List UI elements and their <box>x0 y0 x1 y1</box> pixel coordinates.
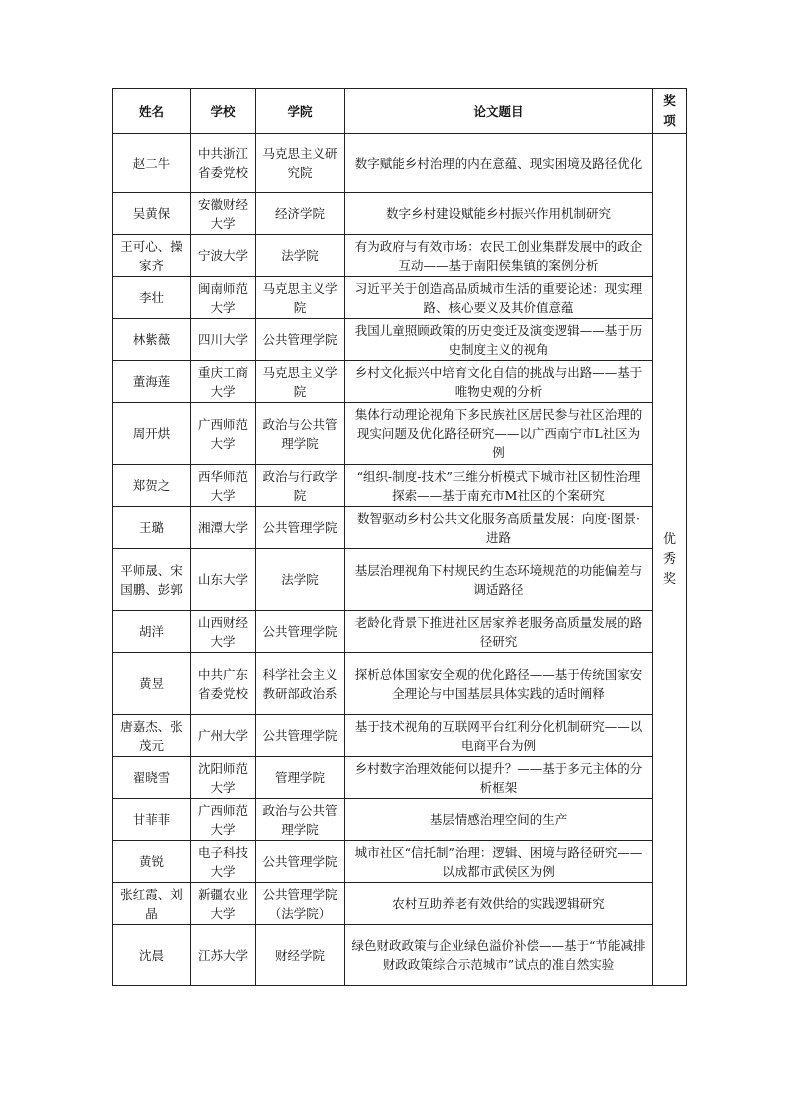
table-row <box>113 403 687 465</box>
cell-school: 湘潭大学 <box>191 507 256 549</box>
cell-school: 新疆农业大学 <box>191 883 256 925</box>
table-row <box>113 361 687 403</box>
header-school: 学校 <box>191 89 256 134</box>
table-row <box>113 757 687 799</box>
header-name: 姓名 <box>113 89 191 134</box>
cell-school: 西华师范大学 <box>191 465 256 507</box>
cell-title: 数智驱动乡村公共文化服务高质量发展：向度·图景·进路 <box>345 507 653 549</box>
cell-school: 山东大学 <box>191 549 256 611</box>
table-row <box>113 549 687 611</box>
cell-title: 我国儿童照顾政策的历史变迁及演变逻辑——基于历史制度主义的视角 <box>345 319 653 361</box>
cell-name: 林紫薇 <box>113 319 191 361</box>
cell-name: 张红霞、刘晶 <box>113 883 191 925</box>
cell-title: 农村互助养老有效供给的实践逻辑研究 <box>345 883 653 925</box>
award-label: 优秀奖 <box>662 531 676 587</box>
cell-title: “组织-制度-技术”三维分析模式下城市社区韧性治理探索——基于南充市M社区的个案研究 <box>345 465 653 507</box>
cell-college: 政治与公共管理学院 <box>256 799 345 841</box>
cell-college: 法学院 <box>256 549 345 611</box>
cell-college: 法学院 <box>256 235 345 277</box>
cell-name: 黄昱 <box>113 653 191 715</box>
cell-title: 基层情感治理空间的生产 <box>345 799 653 841</box>
cell-school: 安徽财经大学 <box>191 193 256 235</box>
cell-school: 中共浙江省委党校 <box>191 134 256 193</box>
cell-title: 习近平关于创造高品质城市生活的重要论述：现实理路、核心要义及其价值意蕴 <box>345 277 653 319</box>
table-row <box>113 799 687 841</box>
cell-school: 广西师范大学 <box>191 403 256 465</box>
cell-college: 财经学院 <box>256 925 345 986</box>
table-row <box>113 925 687 986</box>
table-row <box>113 715 687 757</box>
cell-college: 公共管理学院 <box>256 319 345 361</box>
table-row <box>113 193 687 235</box>
cell-college: 公共管理学院 <box>256 841 345 883</box>
header-award-label: 奖项 <box>663 93 676 128</box>
cell-name: 沈晨 <box>113 925 191 986</box>
table-row <box>113 465 687 507</box>
cell-name: 甘菲菲 <box>113 799 191 841</box>
cell-name: 王璐 <box>113 507 191 549</box>
cell-college: 科学社会主义教研部政治系 <box>256 653 345 715</box>
cell-title: 探析总体国家安全观的优化路径——基于传统国家安全理论与中国基层具体实践的适时阐释 <box>345 653 653 715</box>
cell-title: 基层治理视角下村规民约生态环境规范的功能偏差与调适路径 <box>345 549 653 611</box>
cell-title: 基于技术视角的互联网平台红利分化机制研究——以电商平台为例 <box>345 715 653 757</box>
header-college: 学院 <box>256 89 345 134</box>
cell-college: 公共管理学院 <box>256 611 345 653</box>
awards-table <box>112 88 687 986</box>
table-row <box>113 507 687 549</box>
cell-title: 乡村数字治理效能何以提升？——基于多元主体的分析框架 <box>345 757 653 799</box>
cell-school: 广州大学 <box>191 715 256 757</box>
header-award <box>653 89 687 134</box>
cell-title: 城市社区“信托制”治理：逻辑、困境与路径研究——以成都市武侯区为例 <box>345 841 653 883</box>
header-title: 论文题目 <box>345 89 653 134</box>
table-row <box>113 235 687 277</box>
cell-name: 赵二牛 <box>113 134 191 193</box>
cell-school: 山西财经大学 <box>191 611 256 653</box>
table-row <box>113 653 687 715</box>
cell-college: 马克思主义学院 <box>256 361 345 403</box>
header-row <box>113 89 687 134</box>
cell-school: 电子科技大学 <box>191 841 256 883</box>
cell-college: 公共管理学院（法学院） <box>256 883 345 925</box>
cell-college: 公共管理学院 <box>256 715 345 757</box>
cell-college: 政治与公共管理学院 <box>256 403 345 465</box>
cell-name: 黄锐 <box>113 841 191 883</box>
cell-college: 马克思主义研究院 <box>256 134 345 193</box>
cell-name: 王可心、操家齐 <box>113 235 191 277</box>
cell-name: 翟晓雪 <box>113 757 191 799</box>
cell-name: 平师晟、宋国鹏、彭郭 <box>113 549 191 611</box>
cell-school: 江苏大学 <box>191 925 256 986</box>
cell-name: 李壮 <box>113 277 191 319</box>
cell-title: 数字乡村建设赋能乡村振兴作用机制研究 <box>345 193 653 235</box>
cell-name: 唐嘉杰、张茂元 <box>113 715 191 757</box>
cell-name: 郑贺之 <box>113 465 191 507</box>
table-row <box>113 319 687 361</box>
cell-college: 管理学院 <box>256 757 345 799</box>
cell-school: 沈阳师范大学 <box>191 757 256 799</box>
cell-college: 公共管理学院 <box>256 507 345 549</box>
table-row <box>113 841 687 883</box>
cell-school: 广西师范大学 <box>191 799 256 841</box>
table-body <box>113 134 687 986</box>
cell-school: 宁波大学 <box>191 235 256 277</box>
cell-college: 政治与行政学院 <box>256 465 345 507</box>
cell-title: 乡村文化振兴中培育文化自信的挑战与出路——基于唯物史观的分析 <box>345 361 653 403</box>
table-row <box>113 883 687 925</box>
cell-name: 周开烘 <box>113 403 191 465</box>
cell-title: 绿色财政政策与企业绿色溢价补偿——基于“节能减排财政政策综合示范城市”试点的准自然实验 <box>345 925 653 986</box>
table-row <box>113 134 687 193</box>
cell-title: 有为政府与有效市场：农民工创业集群发展中的政企互动——基于南阳侯集镇的案例分析 <box>345 235 653 277</box>
cell-name: 董海莲 <box>113 361 191 403</box>
cell-title: 老龄化背景下推进社区居家养老服务高质量发展的路径研究 <box>345 611 653 653</box>
cell-name: 吴黄保 <box>113 193 191 235</box>
cell-name: 胡洋 <box>113 611 191 653</box>
table-row <box>113 277 687 319</box>
cell-school: 中共广东省委党校 <box>191 653 256 715</box>
cell-award <box>653 134 687 986</box>
cell-title: 数字赋能乡村治理的内在意蕴、现实困境及路径优化 <box>345 134 653 193</box>
cell-school: 四川大学 <box>191 319 256 361</box>
table-row <box>113 611 687 653</box>
cell-title: 集体行动理论视角下多民族社区居民参与社区治理的现实问题及优化路径研究——以广西南宁市L社区为例 <box>345 403 653 465</box>
cell-college: 经济学院 <box>256 193 345 235</box>
cell-school: 闽南师范大学 <box>191 277 256 319</box>
cell-school: 重庆工商大学 <box>191 361 256 403</box>
cell-college: 马克思主义学院 <box>256 277 345 319</box>
